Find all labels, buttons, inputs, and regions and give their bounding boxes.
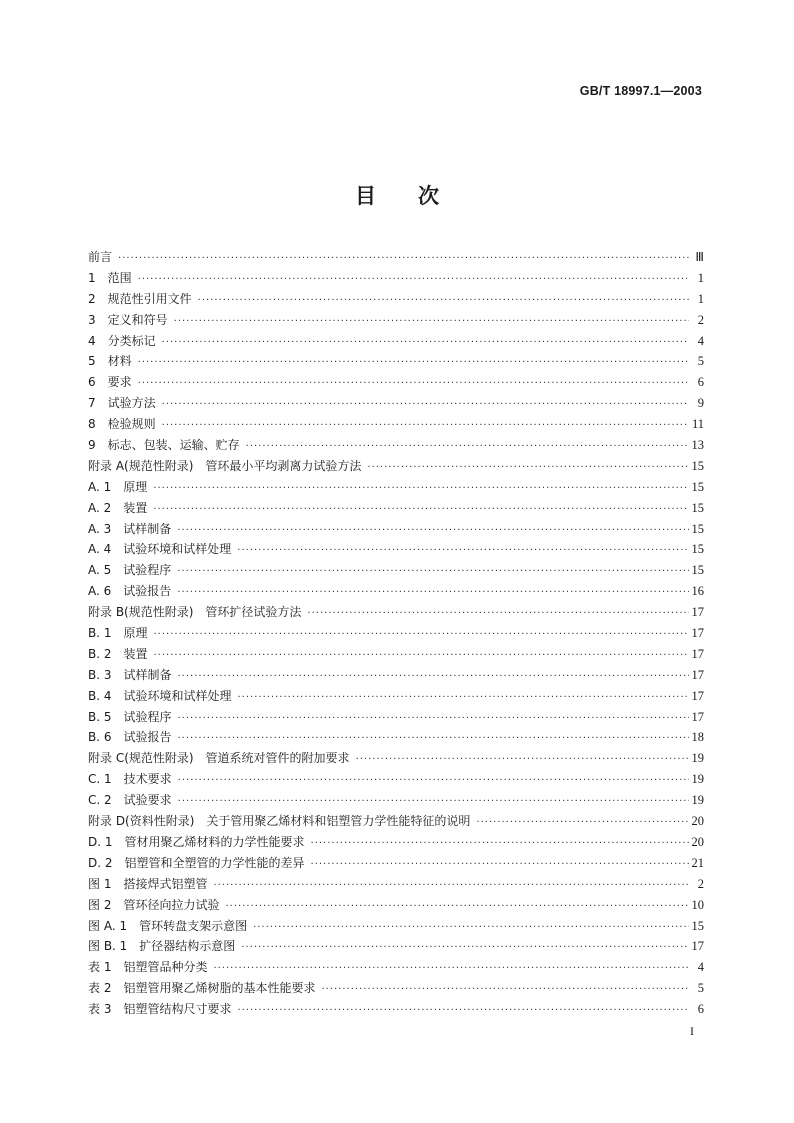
toc-entry-label: 前言 — [88, 250, 113, 264]
toc-dot-leader — [178, 709, 689, 730]
toc-entry-label: 附录 A(规范性附录) 管环最小平均剥离力试验方法 — [88, 458, 362, 473]
toc-entry-label: 8 检验规则 — [88, 417, 156, 432]
toc-entry-page: 21 — [691, 855, 704, 870]
toc-dot-leader — [178, 667, 689, 688]
toc-entry-label: 图 B. 1 扩径器结构示意图 — [88, 939, 236, 954]
toc-entry-page: 17 — [691, 605, 704, 620]
toc-dot-leader — [138, 353, 689, 374]
table-of-contents — [88, 247, 704, 1020]
toc-dot-leader — [178, 792, 689, 813]
toc-entry[interactable] — [88, 748, 704, 769]
toc-entry-page: Ⅲ — [695, 250, 704, 264]
toc-entry-page: 17 — [691, 709, 704, 724]
toc-entry-label: A. 6 试验报告 — [88, 584, 172, 599]
page-number: I — [690, 1024, 694, 1038]
toc-dot-leader — [154, 646, 689, 667]
toc-entry[interactable] — [88, 790, 704, 811]
toc-entry[interactable] — [88, 895, 704, 916]
toc-dot-leader — [225, 897, 688, 918]
standard-code: GB/T 18997.1—2003 — [579, 84, 702, 98]
toc-entry-label: 表 2 铝塑管用聚乙烯树脂的基本性能要求 — [88, 981, 316, 996]
toc-dot-leader — [177, 583, 688, 604]
toc-entry-label: B. 1 原理 — [88, 626, 148, 641]
toc-dot-leader — [153, 500, 688, 521]
toc-entry-page: 1 — [697, 291, 704, 306]
toc-entry-label: B. 4 试验环境和试样处理 — [88, 688, 232, 703]
toc-entry[interactable] — [88, 832, 704, 853]
toc-entry[interactable] — [88, 393, 704, 414]
toc-entry-label: 3 定义和符号 — [88, 312, 168, 327]
toc-dot-leader — [162, 416, 689, 437]
toc-entry[interactable] — [88, 247, 704, 268]
toc-dot-leader — [311, 834, 689, 855]
toc-dot-leader — [178, 771, 689, 792]
toc-entry[interactable] — [88, 811, 704, 832]
toc-entry[interactable] — [88, 539, 704, 560]
toc-dot-leader — [177, 562, 688, 583]
toc-entry[interactable] — [88, 999, 704, 1020]
toc-dot-leader — [177, 521, 688, 542]
toc-entry-label: 附录 B(规范性附录) 管环扩径试验方法 — [88, 605, 302, 620]
toc-entry-page: 17 — [691, 667, 704, 682]
toc-entry[interactable] — [88, 331, 704, 352]
toc-entry-label: C. 1 技术要求 — [88, 772, 172, 787]
toc-dot-leader — [311, 855, 689, 876]
toc-entry-label: C. 2 试验要求 — [88, 793, 172, 808]
toc-entry-page: 15 — [691, 479, 704, 494]
toc-entry-page: 6 — [697, 375, 704, 390]
toc-entry[interactable] — [88, 874, 704, 895]
toc-entry-page: 15 — [691, 458, 704, 473]
toc-dot-leader — [138, 270, 689, 291]
toc-entry-page: 15 — [691, 500, 704, 515]
toc-entry-label: B. 3 试样制备 — [88, 667, 172, 682]
toc-entry[interactable] — [88, 519, 704, 540]
toc-dot-leader — [213, 959, 689, 980]
toc-entry-label: 附录 D(资料性附录) 关于管用聚乙烯材料和铝塑管力学性能特征的说明 — [88, 814, 471, 829]
toc-entry-label: A. 4 试验环境和试样处理 — [88, 542, 232, 557]
toc-entry-page: 15 — [691, 563, 704, 578]
toc-entry-page: 10 — [691, 897, 704, 912]
toc-entry-label: 4 分类标记 — [88, 333, 156, 348]
toc-entry-label: 图 1 搭接焊式铝塑管 — [88, 876, 208, 891]
toc-entry[interactable] — [88, 957, 704, 978]
toc-entry-label: A. 2 装置 — [88, 500, 148, 515]
toc-entry-page: 20 — [691, 834, 704, 849]
toc-entry-page: 15 — [691, 542, 704, 557]
toc-entry-page: 4 — [697, 333, 704, 348]
toc-entry-page: 2 — [697, 312, 704, 327]
toc-entry[interactable] — [88, 665, 704, 686]
toc-dot-leader — [198, 291, 689, 312]
toc-entry-label: 表 3 铝塑管结构尺寸要求 — [88, 1002, 232, 1017]
toc-entry-page: 2 — [697, 876, 704, 891]
toc-entry[interactable] — [88, 372, 704, 393]
toc-entry-page: 15 — [691, 521, 704, 536]
page-title — [0, 180, 794, 210]
toc-dot-leader — [321, 980, 689, 1001]
toc-entry[interactable] — [88, 560, 704, 581]
toc-entry-page: 15 — [691, 918, 704, 933]
toc-entry[interactable] — [88, 707, 704, 728]
toc-entry-page: 6 — [697, 1002, 704, 1017]
page-title-left: 目 — [355, 184, 376, 208]
toc-entry-label: 7 试验方法 — [88, 396, 156, 411]
toc-entry[interactable] — [88, 936, 704, 957]
toc-dot-leader — [162, 333, 689, 354]
toc-entry-page: 13 — [691, 438, 704, 453]
page-title-right: 次 — [418, 184, 439, 208]
toc-entry[interactable] — [88, 853, 704, 874]
toc-entry-page: 4 — [697, 960, 704, 975]
toc-entry-page: 19 — [691, 793, 704, 808]
toc-entry-label: 9 标志、包装、运输、贮存 — [88, 438, 240, 453]
toc-entry-page: 20 — [691, 814, 704, 829]
toc-entry-label: B. 2 装置 — [88, 646, 148, 661]
toc-entry-label: 图 A. 1 管环转盘支架示意图 — [88, 918, 248, 933]
toc-entry[interactable] — [88, 686, 704, 707]
toc-dot-leader — [237, 541, 688, 562]
toc-entry-page: 19 — [691, 772, 704, 787]
toc-dot-leader — [307, 604, 688, 625]
toc-entry-label: 表 1 铝塑管品种分类 — [88, 960, 208, 975]
toc-dot-leader — [174, 312, 689, 333]
toc-entry-page: 17 — [691, 688, 704, 703]
toc-entry[interactable] — [88, 602, 704, 623]
toc-entry[interactable] — [88, 581, 704, 602]
toc-entry[interactable] — [88, 456, 704, 477]
toc-dot-leader — [246, 437, 689, 458]
toc-entry-label: 1 范围 — [88, 270, 132, 285]
toc-dot-leader — [237, 1001, 689, 1022]
toc-dot-leader — [238, 688, 689, 709]
toc-dot-leader — [162, 395, 689, 416]
toc-entry[interactable] — [88, 623, 704, 644]
toc-entry-page: 5 — [697, 354, 704, 369]
toc-dot-leader — [367, 458, 688, 479]
toc-entry-label: A. 3 试样制备 — [88, 521, 172, 536]
toc-dot-leader — [154, 625, 689, 646]
toc-entry-label: D. 2 铝塑管和全塑管的力学性能的差异 — [88, 855, 305, 870]
toc-entry[interactable] — [88, 435, 704, 456]
toc-entry-label: B. 5 试验程序 — [88, 709, 172, 724]
toc-dot-leader — [178, 729, 689, 750]
toc-entry-label: 图 2 管环径向拉力试验 — [88, 897, 220, 912]
toc-entry-page: 19 — [691, 751, 704, 766]
toc-entry-label: A. 1 原理 — [88, 479, 148, 494]
toc-entry[interactable] — [88, 498, 704, 519]
toc-entry-label: 2 规范性引用文件 — [88, 291, 192, 306]
toc-entry-label: 附录 C(规范性附录) 管道系统对管件的附加要求 — [88, 751, 350, 766]
toc-dot-leader — [476, 813, 688, 834]
toc-entry[interactable] — [88, 916, 704, 937]
toc-entry-label: 6 要求 — [88, 375, 132, 390]
toc-entry[interactable] — [88, 978, 704, 999]
toc-entry-page: 16 — [691, 584, 704, 599]
toc-entry[interactable] — [88, 414, 704, 435]
toc-entry-label: 5 材料 — [88, 354, 132, 369]
toc-entry-page: 17 — [691, 626, 704, 641]
toc-entry[interactable] — [88, 644, 704, 665]
toc-dot-leader — [356, 750, 689, 771]
toc-entry[interactable] — [88, 268, 704, 289]
toc-entry[interactable] — [88, 727, 704, 748]
toc-entry-page: 11 — [691, 417, 704, 432]
toc-entry[interactable] — [88, 351, 704, 372]
toc-entry[interactable] — [88, 769, 704, 790]
toc-dot-leader — [241, 938, 688, 959]
toc-entry[interactable] — [88, 289, 704, 310]
toc-entry-page: 1 — [697, 270, 704, 285]
toc-dot-leader — [153, 479, 688, 500]
toc-entry[interactable] — [88, 477, 704, 498]
toc-entry-label: D. 1 管材用聚乙烯材料的力学性能要求 — [88, 834, 305, 849]
toc-entry-page: 18 — [691, 730, 704, 745]
toc-entry-label: B. 6 试验报告 — [88, 730, 172, 745]
toc-entry-label: A. 5 试验程序 — [88, 563, 172, 578]
toc-entry-page: 17 — [691, 646, 704, 661]
toc-dot-leader — [118, 249, 689, 270]
toc-entry-page: 9 — [697, 396, 704, 411]
toc-entry-page: 17 — [691, 939, 704, 954]
toc-entry-page: 5 — [697, 981, 704, 996]
toc-dot-leader — [213, 876, 689, 897]
toc-entry[interactable] — [88, 310, 704, 331]
toc-dot-leader — [253, 918, 688, 939]
toc-dot-leader — [138, 374, 689, 395]
